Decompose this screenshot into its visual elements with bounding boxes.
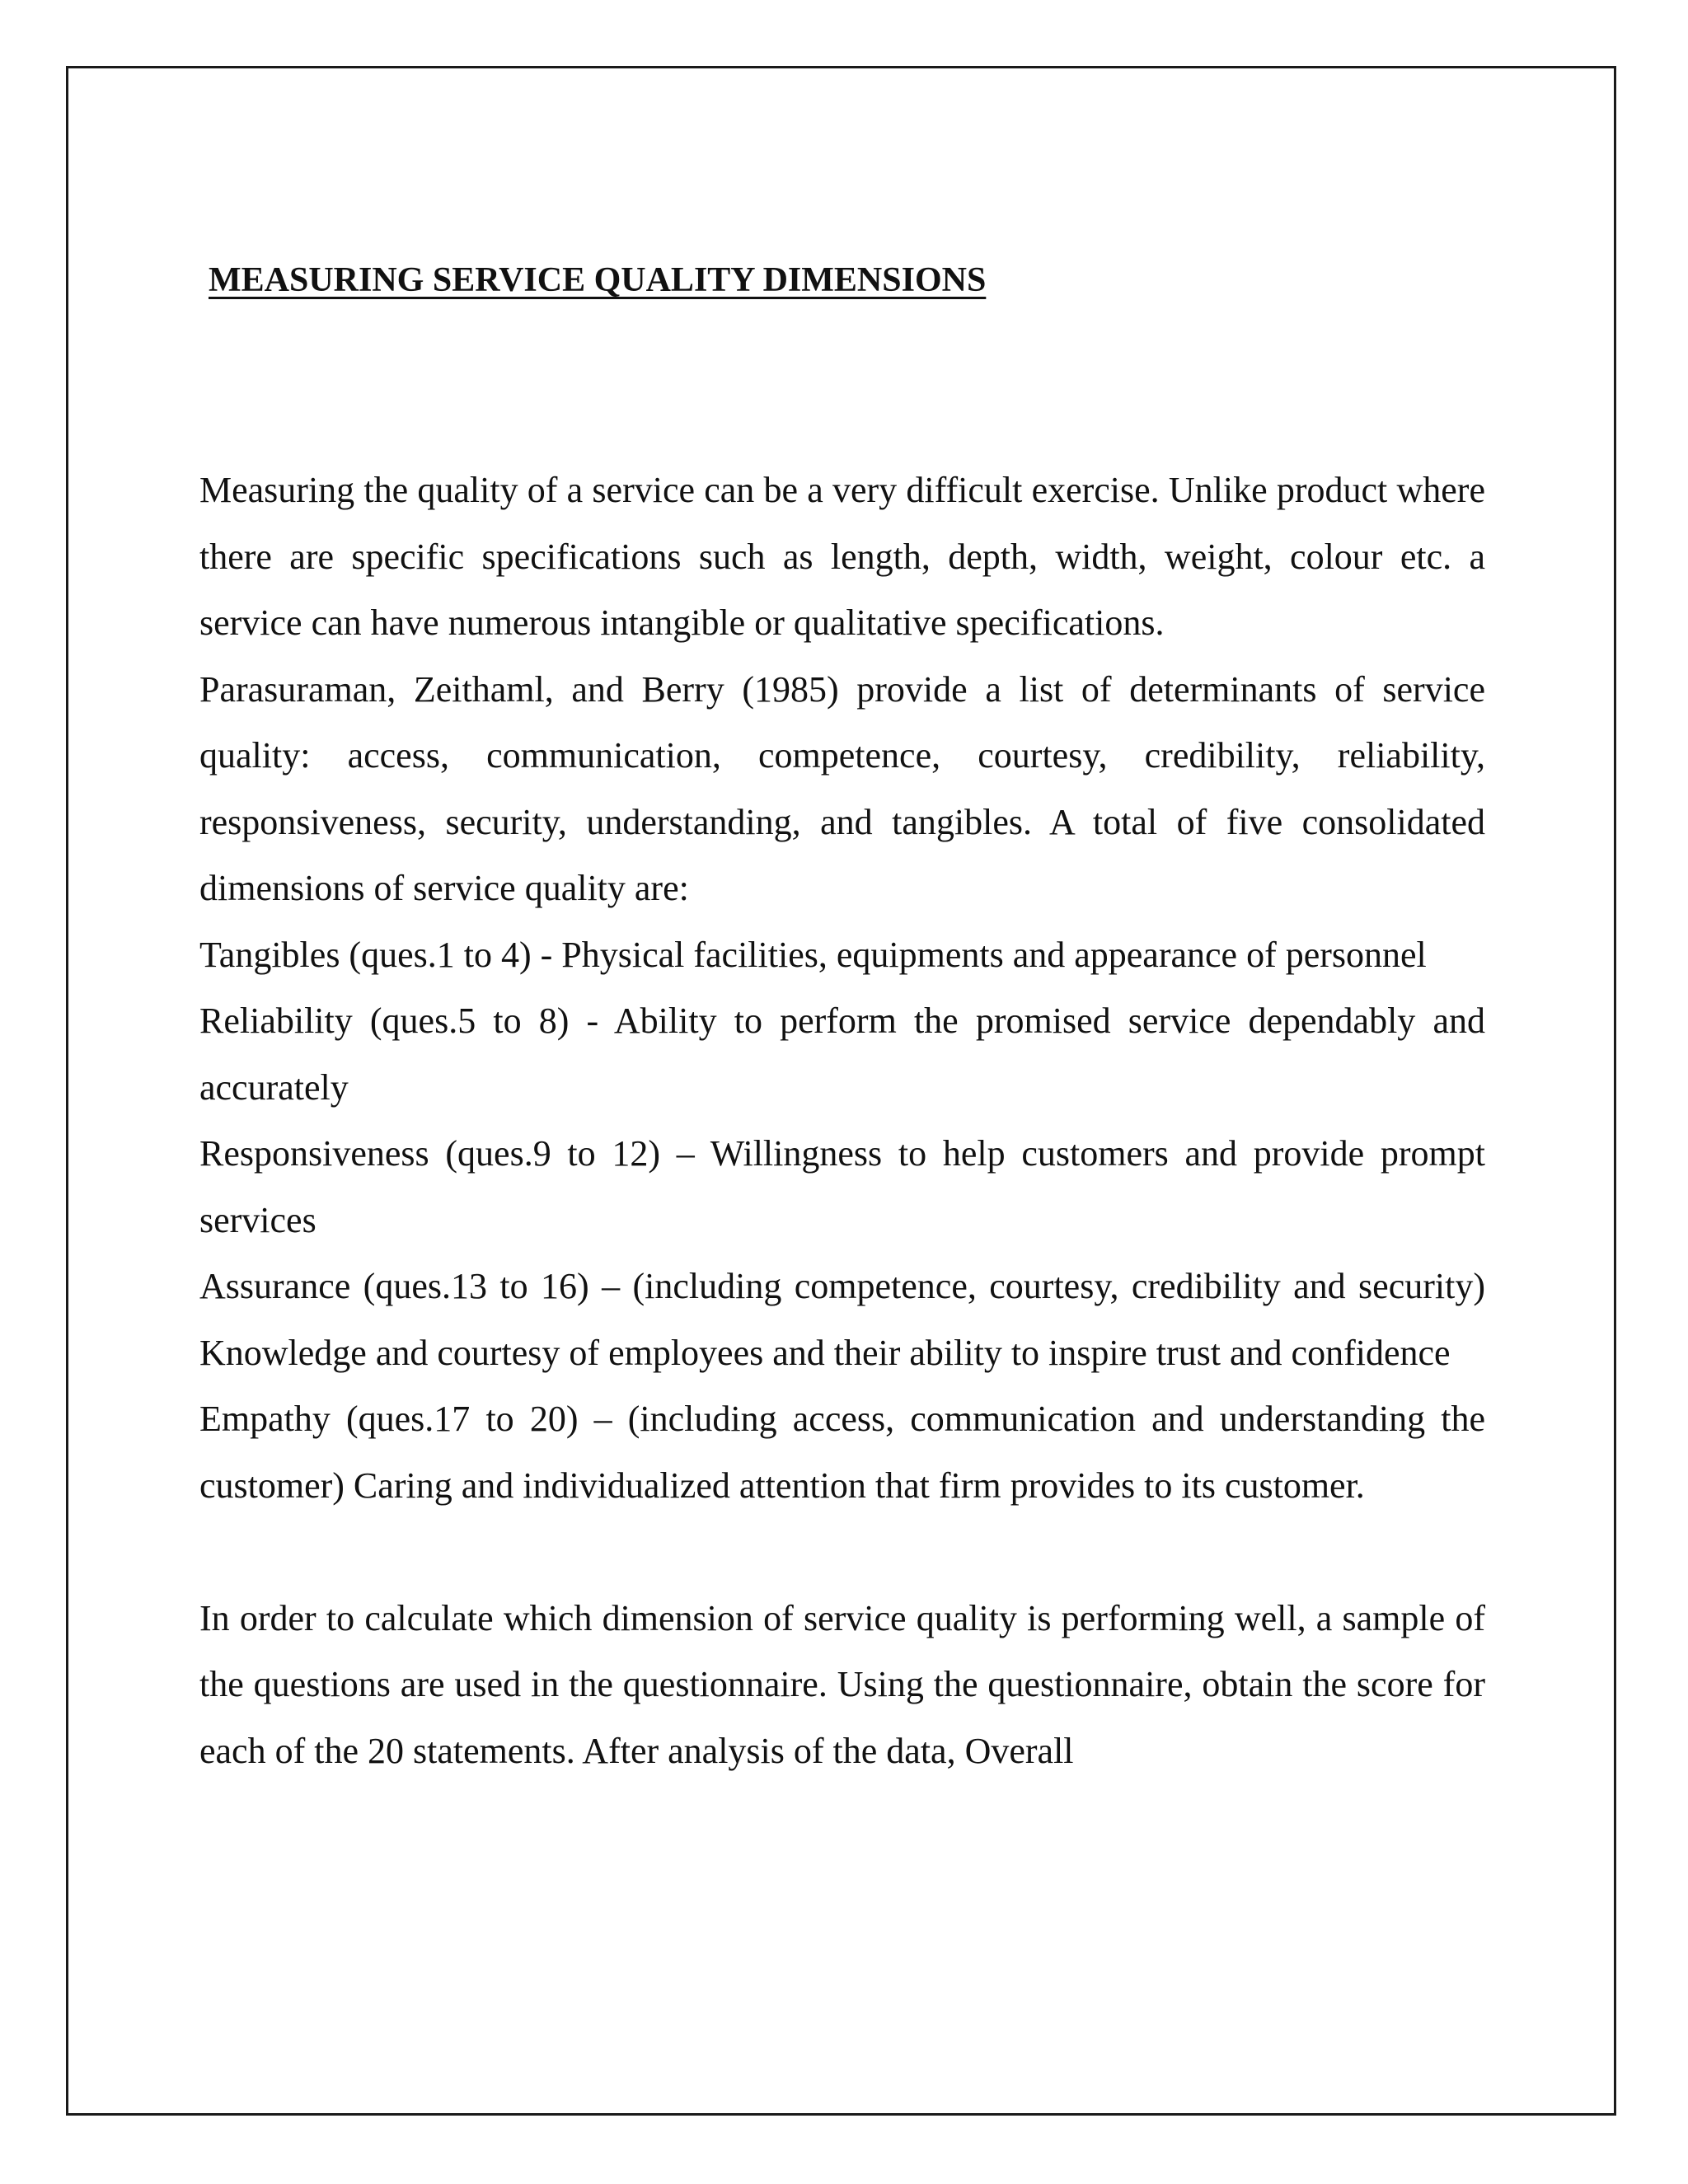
dimension-assurance: Assurance (ques.13 to 16) – (including competence, courtesy, credibility and security) Knowledge and courtesy of employees and their ability to inspire trust and confidence — [199, 1266, 1485, 1373]
paragraph-determinants: Parasuraman, Zeithaml, and Berry (1985) provide a list of determinants of service quality: access, communication, competence, courtesy, credibility, reliability, responsiveness, security, understanding, and tangibles. A total of five consolidated dimensions of service quality are: — [199, 668, 1485, 908]
dimension-reliability: Reliability (ques.5 to 8) - Ability to perform the promised service dependably and accurately — [199, 1001, 1485, 1108]
paragraph-calculation: In order to calculate which dimension of service quality is performing well, a sample of the questions are used in the questionnaire. Using the questionnaire, obtain the score for each of the 20 statements. After analysis of the data, Overall — [199, 1597, 1485, 1771]
dimension-tangibles: Tangibles (ques.1 to 4) - Physical facilities, equipments and appearance of personnel — [199, 934, 1427, 975]
paragraph-spacer — [199, 1519, 1485, 1586]
paragraph-intro: Measuring the quality of a service can be a very difficult exercise. Unlike product where there are specific specifications such as length, depth, width, weight, colour etc. a service can have numerous intangible or qualitative specifications. — [199, 470, 1485, 643]
dimension-empathy: Empathy (ques.17 to 20) – (including access, communication and understanding the customer) Caring and individualized attention that firm provides to its customer. — [199, 1399, 1485, 1506]
dimension-responsiveness: Responsiveness (ques.9 to 12) – Willingness to help customers and provide prompt services — [199, 1133, 1485, 1240]
page-title: MEASURING SERVICE QUALITY DIMENSIONS — [209, 261, 987, 299]
document-body — [199, 457, 1485, 1784]
